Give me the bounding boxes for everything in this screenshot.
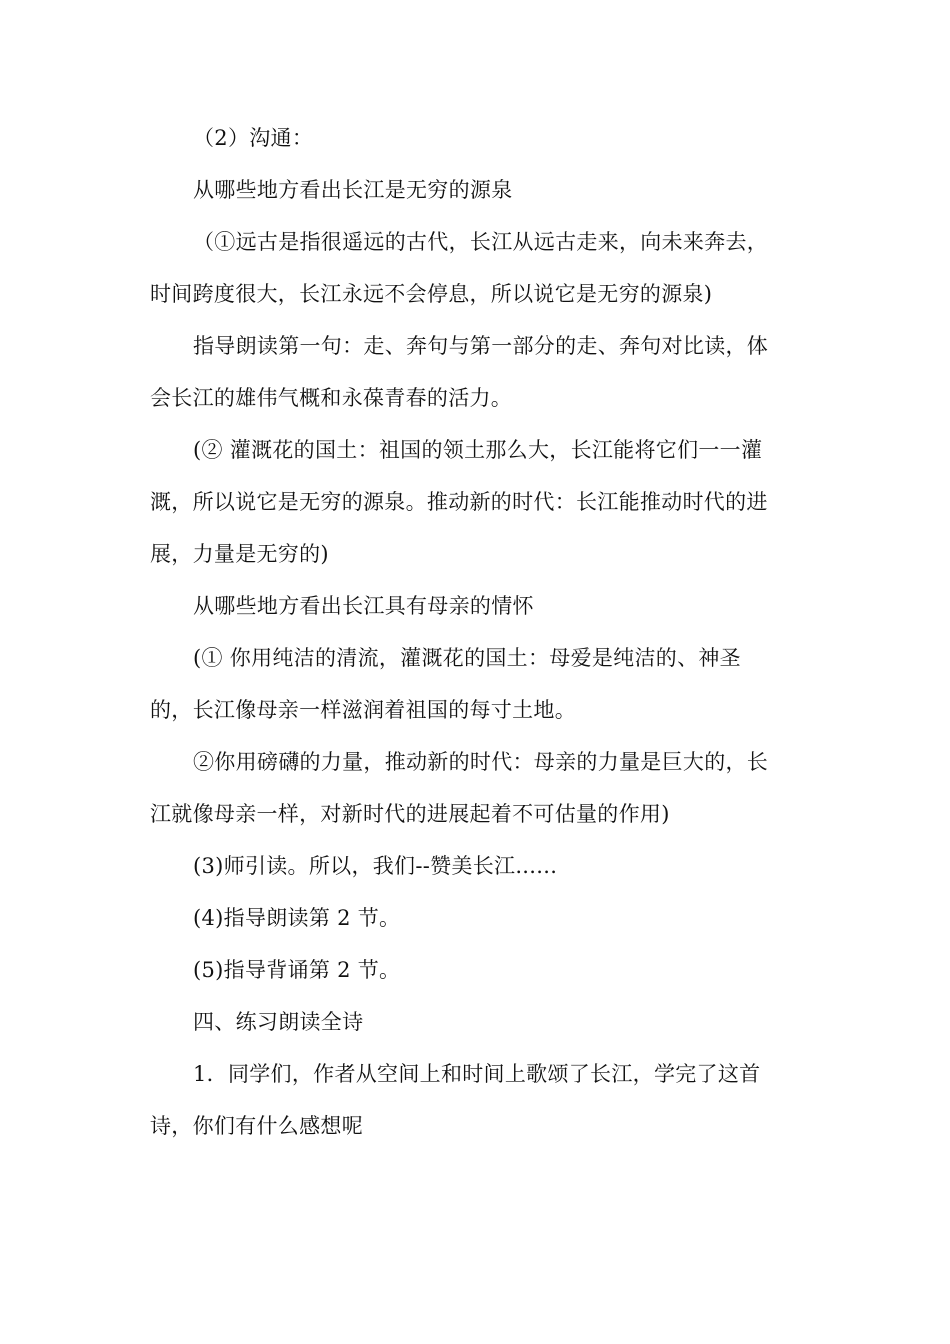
text-line: 从哪些地方看出长江是无穷的源泉 (193, 178, 513, 202)
text-line: 会长江的雄伟气概和永葆青春的活力。 (150, 386, 513, 410)
text-line: 1．同学们，作者从空间上和时间上歌颂了长江，学完了这首 (193, 1062, 761, 1086)
section-heading: 四、练习朗读全诗 (193, 1010, 364, 1034)
text-line: 指导朗读第一句：走、奔句与第一部分的走、奔句对比读，体 (193, 334, 769, 358)
text-line: (① 你用纯洁的清流，灌溉花的国土：母爱是纯洁的、神圣 (193, 646, 741, 670)
text-line: ②你用磅礴的力量，推动新的时代：母亲的力量是巨大的，长 (193, 750, 769, 774)
text-line: (4)指导朗读第 2 节。 (193, 906, 401, 930)
text-line: 时间跨度很大，长江永远不会停息，所以说它是无穷的源泉) (150, 282, 713, 306)
text-line: （①远古是指很遥远的古代，长江从远古走来，向未来奔去， (193, 230, 769, 254)
text-line: （2）沟通： (193, 126, 314, 150)
text-line: (5)指导背诵第 2 节。 (193, 958, 401, 982)
text-line: 的，长江像母亲一样滋润着祖国的每寸土地。 (150, 698, 576, 722)
text-line: 江就像母亲一样，对新时代的进展起着不可估量的作用) (150, 802, 670, 826)
text-line: (② 灌溉花的国土：祖国的领土那么大，长江能将它们一一灌 (193, 438, 763, 462)
text-line: 诗，你们有什么感想呢 (150, 1114, 363, 1138)
text-line: 溉，所以说它是无穷的源泉。推动新的时代：长江能推动时代的进 (150, 490, 768, 514)
text-line: 展，力量是无穷的) (150, 542, 329, 566)
text-line: (3)师引读。所以，我们--赞美长江...... (193, 854, 558, 878)
text-line: 从哪些地方看出长江具有母亲的情怀 (193, 594, 534, 618)
